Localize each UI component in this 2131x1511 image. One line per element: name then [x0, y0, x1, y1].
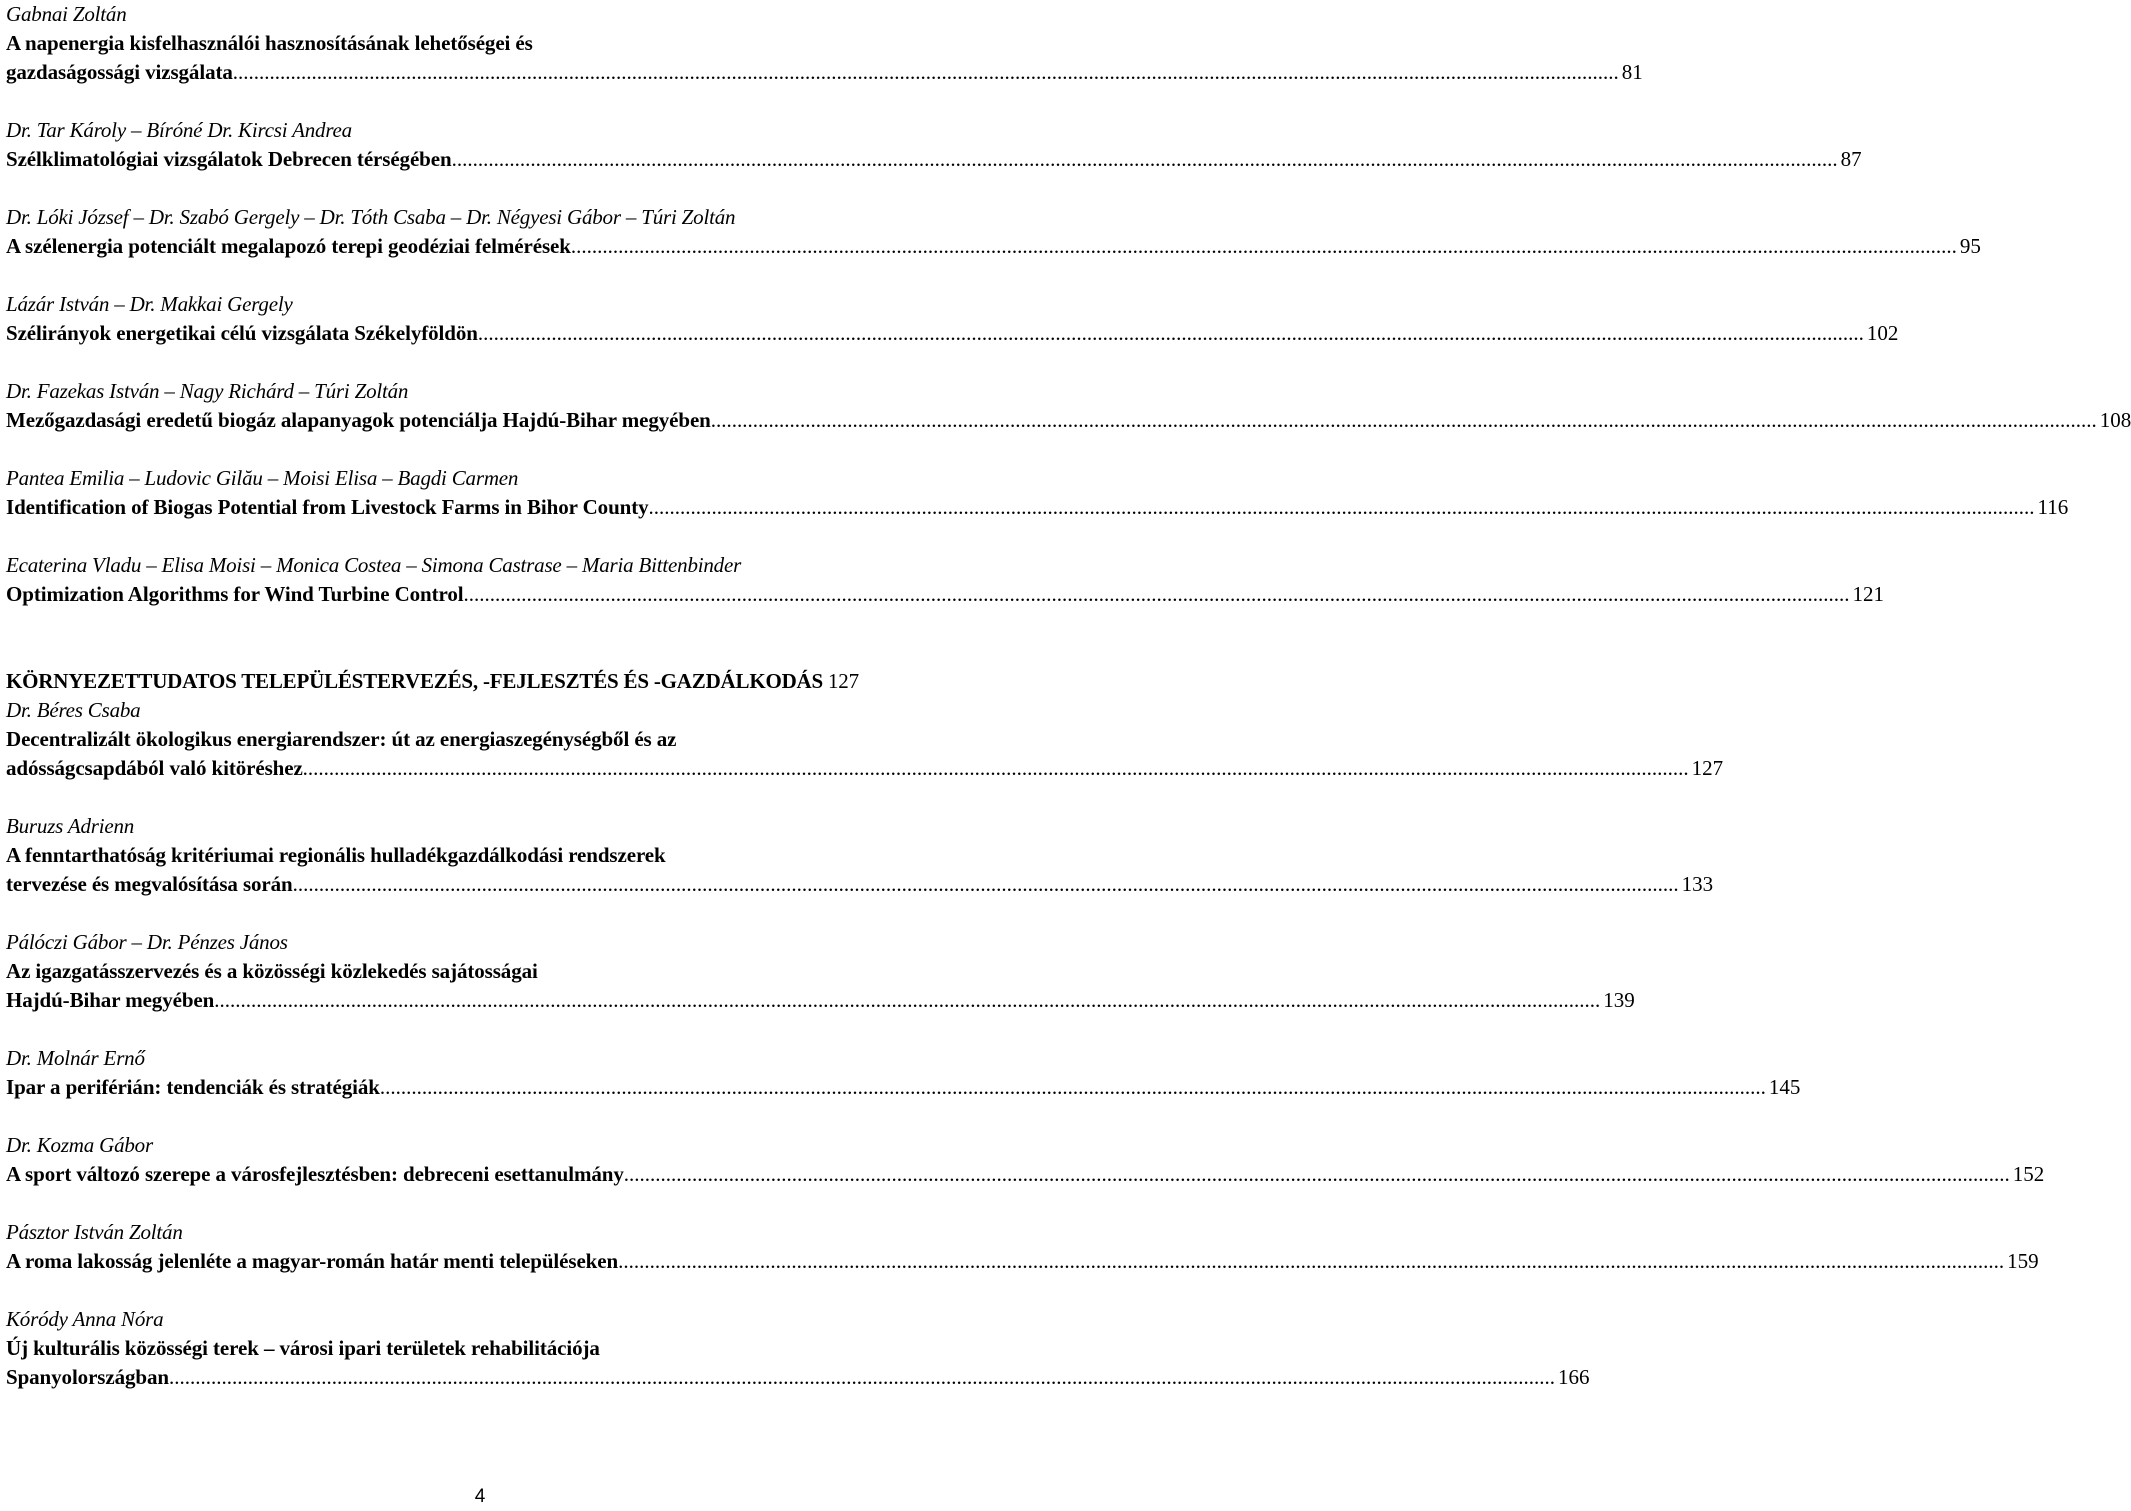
entry-page-number: 87 — [1840, 147, 1862, 171]
entry-title: Mezőgazdasági eredetű biogáz alapanyagok potenciálja Hajdú-Bihar megyében — [6, 408, 711, 432]
dot-leader — [233, 58, 1619, 87]
spacer — [6, 1189, 956, 1218]
entry-title: Szélklimatológiai vizsgálatok Debrecen térségében — [6, 147, 452, 171]
toc-entry — [6, 1044, 1801, 1102]
entry-authors: Buruzs Adrienn — [6, 814, 135, 838]
toc-list-settlement — [6, 696, 2045, 1392]
entry-authors: Kóródy Anna Nóra — [6, 1307, 164, 1331]
dot-leader — [624, 1160, 2010, 1189]
toc-entry — [6, 0, 1643, 87]
dot-leader — [711, 406, 2097, 435]
entry-page-number: 81 — [1621, 60, 1643, 84]
toc-entry — [6, 812, 1714, 899]
spacer — [6, 435, 956, 464]
toc-entry — [6, 464, 2069, 522]
entry-title: Identification of Biogas Potential from Livestock Farms in Bihor County — [6, 495, 649, 519]
spacer — [6, 348, 956, 377]
entry-authors: Pantea Emilia – Ludovic Gilău – Moisi Elisa – Bagdi Carmen — [6, 466, 519, 490]
entry-page-number: 127 — [1691, 756, 1724, 780]
toc-entry — [6, 290, 1899, 348]
spacer — [6, 899, 956, 928]
dot-leader — [649, 493, 2035, 522]
toc-list-energy — [6, 0, 2131, 638]
page-number: 4 — [474, 1486, 486, 1507]
toc-entry — [6, 551, 1884, 609]
spacer — [6, 783, 956, 812]
entry-title-row — [6, 319, 1899, 348]
entry-authors: Pásztor István Zoltán — [6, 1220, 183, 1244]
dot-leader — [452, 145, 1838, 174]
entry-title-row — [6, 986, 1635, 1015]
toc-entry — [6, 116, 1862, 174]
table-of-contents — [6, 0, 2131, 1392]
entry-title-row — [6, 754, 1724, 783]
entry-authors: Dr. Molnár Ernő — [6, 1046, 145, 1070]
spacer — [6, 174, 956, 203]
entry-title-row — [6, 1073, 1801, 1102]
entry-page-number: 116 — [2037, 495, 2069, 519]
entry-title-row — [6, 145, 1862, 174]
entry-title-line: Az igazgatásszervezés és a közösségi közlekedés sajátosságai — [6, 959, 538, 983]
dot-leader — [380, 1073, 1766, 1102]
entry-title: Optimization Algorithms for Wind Turbine Control — [6, 582, 464, 606]
entry-authors: Dr. Kozma Gábor — [6, 1133, 153, 1157]
spacer — [6, 638, 956, 667]
toc-entry — [6, 1305, 1590, 1392]
entry-page-number: 121 — [1852, 582, 1884, 606]
spacer — [6, 609, 956, 638]
toc-entry — [6, 377, 2131, 435]
spacer — [6, 1015, 956, 1044]
spacer — [6, 1276, 956, 1305]
entry-page-number: 133 — [1681, 872, 1714, 896]
entry-page-number: 108 — [2099, 408, 2131, 432]
entry-page-number: 139 — [1603, 988, 1635, 1012]
entry-title-row — [6, 580, 1884, 609]
entry-authors: Gabnai Zoltán — [6, 2, 127, 26]
entry-authors: Dr. Fazekas István – Nagy Richárd – Túri Zoltán — [6, 379, 409, 403]
section-heading — [6, 667, 956, 696]
entry-title-row — [6, 58, 1643, 87]
entry-title-row — [6, 232, 1981, 261]
dot-leader — [293, 870, 1679, 899]
section-page-number: 127 — [828, 669, 859, 693]
toc-entry — [6, 696, 1724, 783]
spacer — [6, 87, 956, 116]
entry-authors: Ecaterina Vladu – Elisa Moisi – Monica Costea – Simona Castrase – Maria Bittenbinder — [6, 553, 742, 577]
entry-title-line: A fenntarthatóság kritériumai regionális hulladékgazdálkodási rendszerek — [6, 843, 666, 867]
entry-title-row — [6, 406, 2131, 435]
entry-title: A sport változó szerepe a városfejlesztésben: debreceni esettanulmány — [6, 1162, 624, 1186]
entry-authors: Lázár István – Dr. Makkai Gergely — [6, 292, 293, 316]
entry-page-number: 159 — [2007, 1249, 2039, 1273]
entry-page-number: 166 — [1557, 1365, 1590, 1389]
dot-leader — [303, 754, 1689, 783]
dot-leader — [463, 580, 1849, 609]
entry-authors: Dr. Tar Károly – Bíróné Dr. Kircsi Andrea — [6, 118, 352, 142]
spacer — [6, 261, 956, 290]
entry-title-row — [6, 1363, 1590, 1392]
dot-leader — [571, 232, 1957, 261]
entry-page-number: 102 — [1866, 321, 1899, 345]
entry-title-row — [6, 1160, 2045, 1189]
entry-title: A roma lakosság jelenléte a magyar-román határ menti településeken — [6, 1249, 619, 1273]
entry-title: Szélirányok energetikai célú vizsgálata Székelyföldön — [6, 321, 478, 345]
entry-title: gazdaságossági vizsgálata — [6, 60, 233, 84]
toc-entry — [6, 928, 1635, 1015]
entry-page-number: 145 — [1768, 1075, 1801, 1099]
entry-title: adósságcsapdából való kitöréshez — [6, 756, 303, 780]
section-title: KÖRNYEZETTUDATOS TELEPÜLÉSTERVEZÉS, -FEJLESZTÉS ÉS -GAZDÁLKODÁS — [6, 669, 823, 693]
entry-authors: Dr. Lóki József – Dr. Szabó Gergely – Dr. Tóth Csaba – Dr. Négyesi Gábor – Túri Zoltán — [6, 205, 736, 229]
entry-title-line: Új kulturális közösségi terek – városi ipari területek rehabilitációja — [6, 1336, 600, 1360]
toc-entry — [6, 1218, 2039, 1276]
entry-title-row — [6, 1247, 2039, 1276]
toc-entry — [6, 1131, 2045, 1189]
entry-title: Ipar a periférián: tendenciák és stratégiák — [6, 1075, 380, 1099]
entry-title-line: Decentralizált ökologikus energiarendszer: út az energiaszegénységből és az — [6, 727, 677, 751]
entry-title: tervezése és megvalósítása során — [6, 872, 293, 896]
entry-authors: Dr. Béres Csaba — [6, 698, 141, 722]
entry-page-number: 152 — [2012, 1162, 2045, 1186]
entry-title: Hajdú-Bihar megyében — [6, 988, 215, 1012]
dot-leader — [478, 319, 1864, 348]
spacer — [6, 522, 956, 551]
spacer — [6, 1102, 956, 1131]
entry-title-row — [6, 493, 2069, 522]
dot-leader — [618, 1247, 2004, 1276]
entry-authors: Pálóczi Gábor – Dr. Pénzes János — [6, 930, 288, 954]
dot-leader — [169, 1363, 1555, 1392]
entry-title-line: A napenergia kisfelhasználói hasznosításának lehetőségei és — [6, 31, 533, 55]
entry-title: Spanyolországban — [6, 1365, 169, 1389]
toc-entry — [6, 203, 1981, 261]
entry-title-row — [6, 870, 1714, 899]
entry-page-number: 95 — [1959, 234, 1981, 258]
entry-title: A szélenergia potenciált megalapozó terepi geodéziai felmérések — [6, 234, 571, 258]
dot-leader — [214, 986, 1600, 1015]
